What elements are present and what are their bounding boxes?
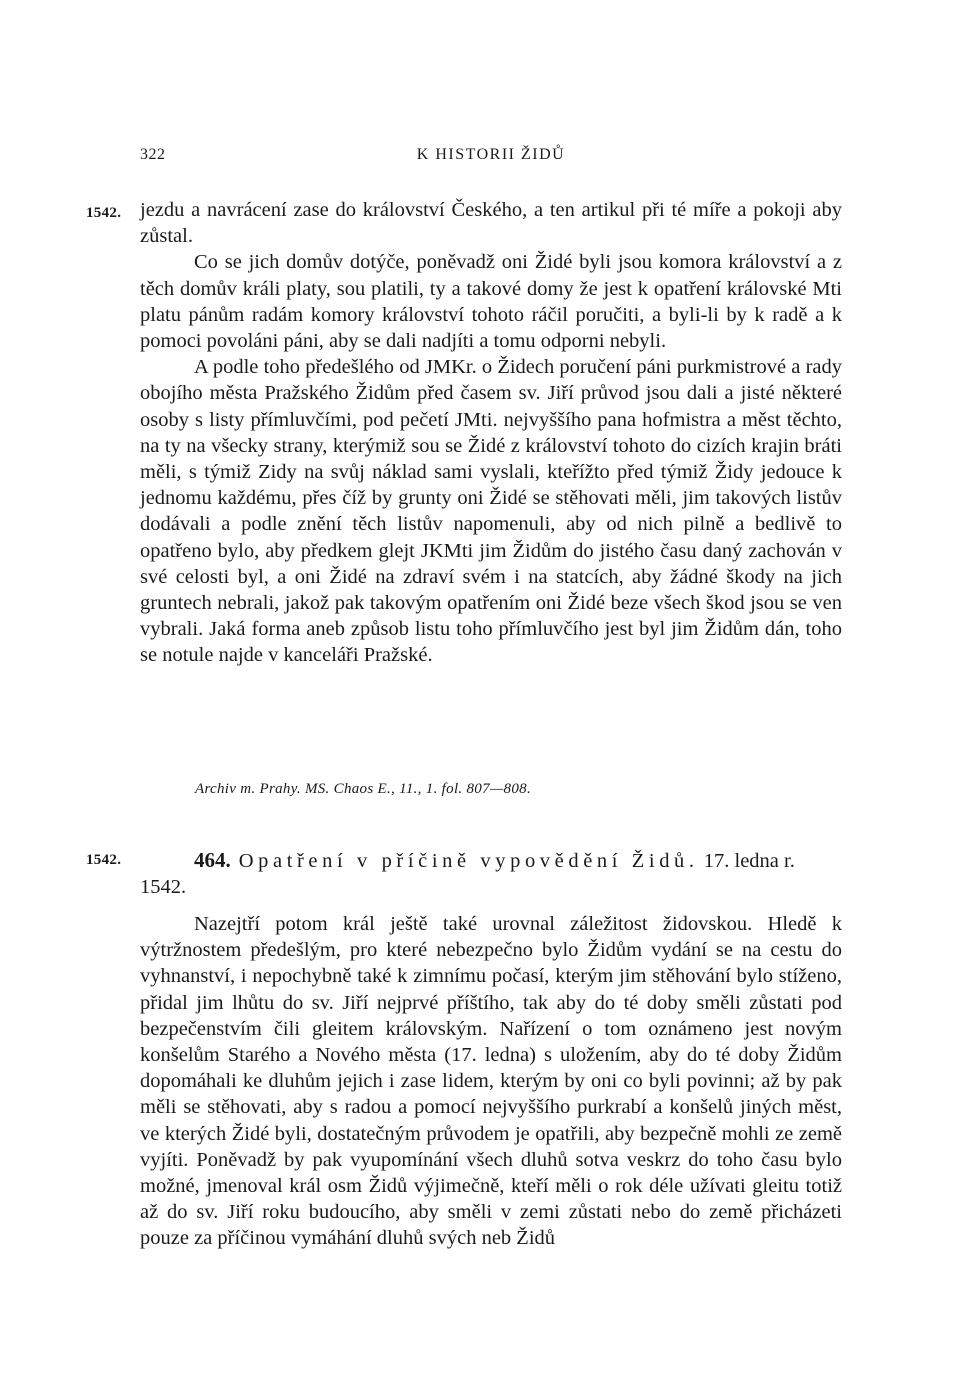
margin-year-top: 1542. bbox=[86, 205, 122, 221]
running-title: K HISTORII ŽIDŮ bbox=[416, 146, 566, 163]
source-citation: Archiv m. Prahy. MS. Chaos E., 11., 1. fol. 807—808. bbox=[195, 781, 531, 797]
paragraph: Nazejtří potom král ještě také urovnal záležitost židovskou. Hledě k výtržnostem předešlým, pro které nebezpečno bylo Židům vydání se na cestu do vyhnanství, i nepochybně také k zimnímu počasí, kterým jim stěhování bylo stíženo, přidal jim lhůtu do sv. Jiří nejprvé příštího, tak aby do té doby směli zůstati pod bezpečenstvím čili gleitem královským. Nařízení o tom oznámeno jest novým konšelům Starého a Nového města (17. ledna) s uložením, aby do té doby Židům dopomáhali ke dluhům jejich i zase lidem, kterým by oni co byli povinni; až by pak měli se stěhovati, aby s radou a pomocí nejvyššího purkrabí a konšelů jiných měst, ve kterých Židé byli, dostatečným průvodem je opatřili, aby bezpečně mohli ze země vyjíti. Poněvadž by pak vyupomínání všech dluhů sotva veskrz do toho času bylo možné, jmenoval král osm Židů výjimečně, kteří měli o rok déle užívati gleitu totiž až do sv. Jiří roku budoucího, aby směli v zemi zůstati nebo do země přicházeti pouze za příčinou vymáhání dluhů svých neb Židů bbox=[140, 913, 842, 1250]
page-number: 322 bbox=[140, 146, 166, 163]
document-heading bbox=[140, 847, 842, 900]
document-title: Opatření v příčině vypovědění Židů. bbox=[238, 850, 699, 872]
document-date: 17. ledna r. 1542. bbox=[140, 850, 795, 899]
running-head bbox=[140, 146, 842, 170]
section-1-text bbox=[140, 197, 842, 669]
paragraph: jezdu a navrácení zase do království Českého, a ten artikul při té míře a pokoji aby zůstal. bbox=[140, 199, 842, 248]
paragraph: Co se jich domův dotýče, poněvadž oni Židé byli jsou komora království a z těch domův králi platy, sou platili, ty a takové domy že jest k opatření královské Mti platu pánům radám komory království tohoto ráčil poručiti, a byli-li by k radě a k pomoci povoláni páni, aby se dali nadjíti a tomu odporni nebyli. bbox=[140, 251, 842, 353]
margin-year-middle: 1542. bbox=[86, 852, 122, 868]
document-number: 464. bbox=[194, 848, 231, 872]
section-2-text bbox=[140, 911, 842, 1252]
paragraph: A podle toho předešlého od JMKr. o Židech poručení páni purkmistrové a rady obojího města Pražského Židům před časem sv. Jiří průvod jsou dali a jisté některé osoby s listy přímluvčími, pod pečetí JMti. nejvyššího pana hofmistra a měst těchto, na ty na všecky strany, kterýmiž sou se Židé z království tohoto do cizích krajin bráti měli, s týmiž Zidy na svůj náklad sami vyslali, kteřížto před týmiž Židy jedouce k jednomu každému, přes číž by grunty oni Židé se stěhovati měli, jim takových listův dodávali a podle znění těch listův napomenuli, aby od nich pilně a bedlivě to opatřeno bylo, aby předkem glejt JKMti jim Židům do jistého času daný zachován v své celosti byl, a oni Židé na zdraví svém i na statcích, aby žádné škody na jich gruntech nebrali, jakož pak takovým opatřením oni Židé beze všech škod jsou se ven vybrali. Jaká forma aneb způsob listu toho přímluvčího jest byl jim Židům dán, toho se notule najde v kanceláři Pražské. bbox=[140, 356, 842, 667]
